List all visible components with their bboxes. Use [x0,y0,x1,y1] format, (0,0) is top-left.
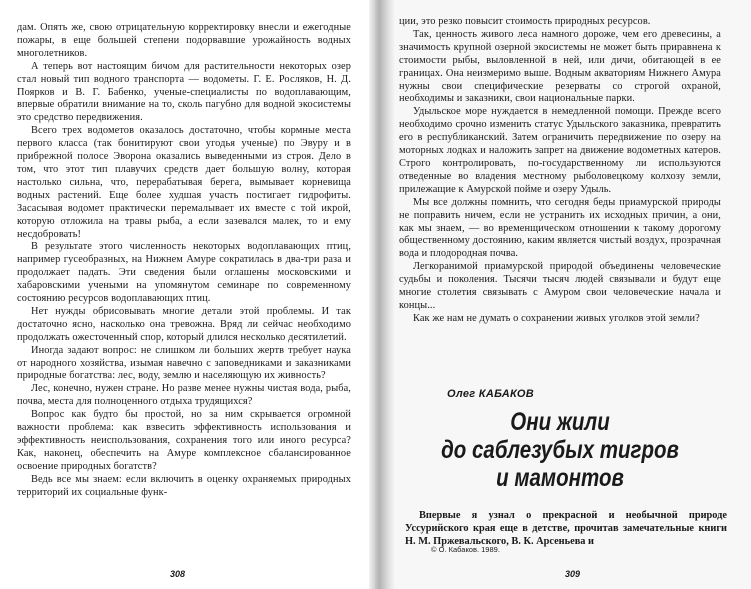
paragraph: дам. Опять же, свою отрицательную корректировку внесли и ежегодные пожары, в еще большей степени подорвавшие урожайность водных многолетников. [17,22,351,59]
paragraph: В результате этого численность некоторых водоплавающих птиц, например гусеобразных, на Нижнем Амуре сократилась в два-три раза и продолжает падать. Эти сведения были оглашены московскими и хабаровскими учеными на упомянутом семинаре по современному состоянию ресурсов водоплавающих птиц. [17,241,351,305]
paragraph: Так, ценность живого леса намного дороже, чем его древесины, а значимость крупной озерной экосистемы не может быть приравнена к стоимости рыбы, выловленной в ней, или дичи, обитающей в ее границах. Она неизмеримо выше. Водным акваториям Нижнего Амура нужны свои специфические резерваты со строгой охраной, необходимы и заказники, свои национальные парки. [399,28,721,105]
paragraph: Лес, конечно, нужен стране. Но разве менее нужны чистая вода, рыба, почва, места для полноценного отдыха трудящихся? [17,383,351,408]
paragraph: Мы все должны помнить, что сегодня беды приамурской природы не поправить ничем, если не устранить их исходных причин, а они, как мы знаем, — во временщическом отношении к такому дорогому общественному достоянию, каким является чистый воздух, прозрачная вода и плодородная почва. [399,196,721,260]
paragraph: Легкоранимой приамурской природой объединены человеческие судьбы и поколения. Тысячи тысяч людей связывали и будут еще многие столетия связывать с Амуром свои человеческие начала и концы... [399,261,721,311]
paragraph: Ведь все мы знаем: если включить в оценку охраняемых природных территорий их социальные функ- [17,473,351,498]
article-intro: Впервые я узнал о прекрасной и необычной природе Уссурийского края еще в детстве, прочитав замечательные книги Н. М. Пржевальского, В. К. Арсеньева и [405,510,727,547]
title-line: Они жили [510,408,610,436]
title-line: и мамонтов [496,464,624,492]
article-title [441,408,679,492]
page-number-left: 308 [170,569,186,579]
title-line: до саблезубых тигров [441,436,679,464]
right-page-text [399,16,721,326]
paragraph: Удыльское море нуждается в немедленной помощи. Прежде всего необходимо срочно изменить статус Удыльского заказника, превратить его в республиканский. Затем ограничить передвижение по озеру на моторных лодках и наложить запрет на движение водометных катеров. Строго контролировать, по-государственному ли используются отведенные во владения местному рыболовецкому колхозу земли, прилежащие к Амурской пойме и озеру Удыль. [399,106,721,195]
paragraph: Вопрос как будто бы простой, но за ним скрывается огромной важности проблема: как взвесить эффективность использования и эффективность неиспользования, сохранения того или иного ресурса? Как, наконец, обеспечить на Амуре комплексное сбалансированное освоение природных богатств? [17,409,351,472]
copyright-note: © О. Кабаков. 1989. [431,545,500,554]
paragraph: ции, это резко повысит стоимость природных ресурсов. [399,16,651,27]
left-page-text [17,22,351,500]
paragraph: Иногда задают вопрос: не слишком ли больших жертв требует наука от народного хозяйства, изымая навечно с заповедниками и заказниками природные богатства: лес, воду, землю и населяющую их живность? [17,344,351,382]
page-number-right: 309 [565,569,581,579]
paragraph: Нет нужды обрисовывать многие детали этой проблемы. И так достаточно ясно, насколько она тревожна. Вряд ли сейчас необходимо продолжать ожесточенный спор, который длился несколько десятилетий. [17,305,351,343]
book-gutter [369,0,395,589]
paragraph: А теперь вот настоящим бичом для растительности некоторых озер стал новый тип водного транспорта — водометы. Г. Е. Росляков, Н. Д. Поярков и В. Г. Бабенко, ученые-специалисты по водоплавающим, впервые обратили внимание на то, сколь пагубно для водной экосистемы это средство передвижения. [17,60,351,124]
right-page [375,0,751,589]
paragraph: Как же нам не думать о сохранении живых уголков этой земли? [413,312,700,324]
paragraph: Всего трех водометов оказалось достаточно, чтобы кормные места первого класса (так бонитируют свои угодья ученые) по Эвуру и в прибрежной полосе Эворона оказались выведенными из строя. Дело в том, что этот тип плавучих средств дает большую волну, которая настолько сильна, что, перерабатывая берега, вымывает корневища водных растений. Еще более худшая участь постигает гидрофиты. Засасывая водомет практически перемалывает их вместе с той икрой, которую отложила на травы рыба, а если зазевался малек, то и ему несдобровать! [17,125,351,240]
article-author: Олег КАБАКОВ [447,388,535,400]
left-page [0,0,375,589]
